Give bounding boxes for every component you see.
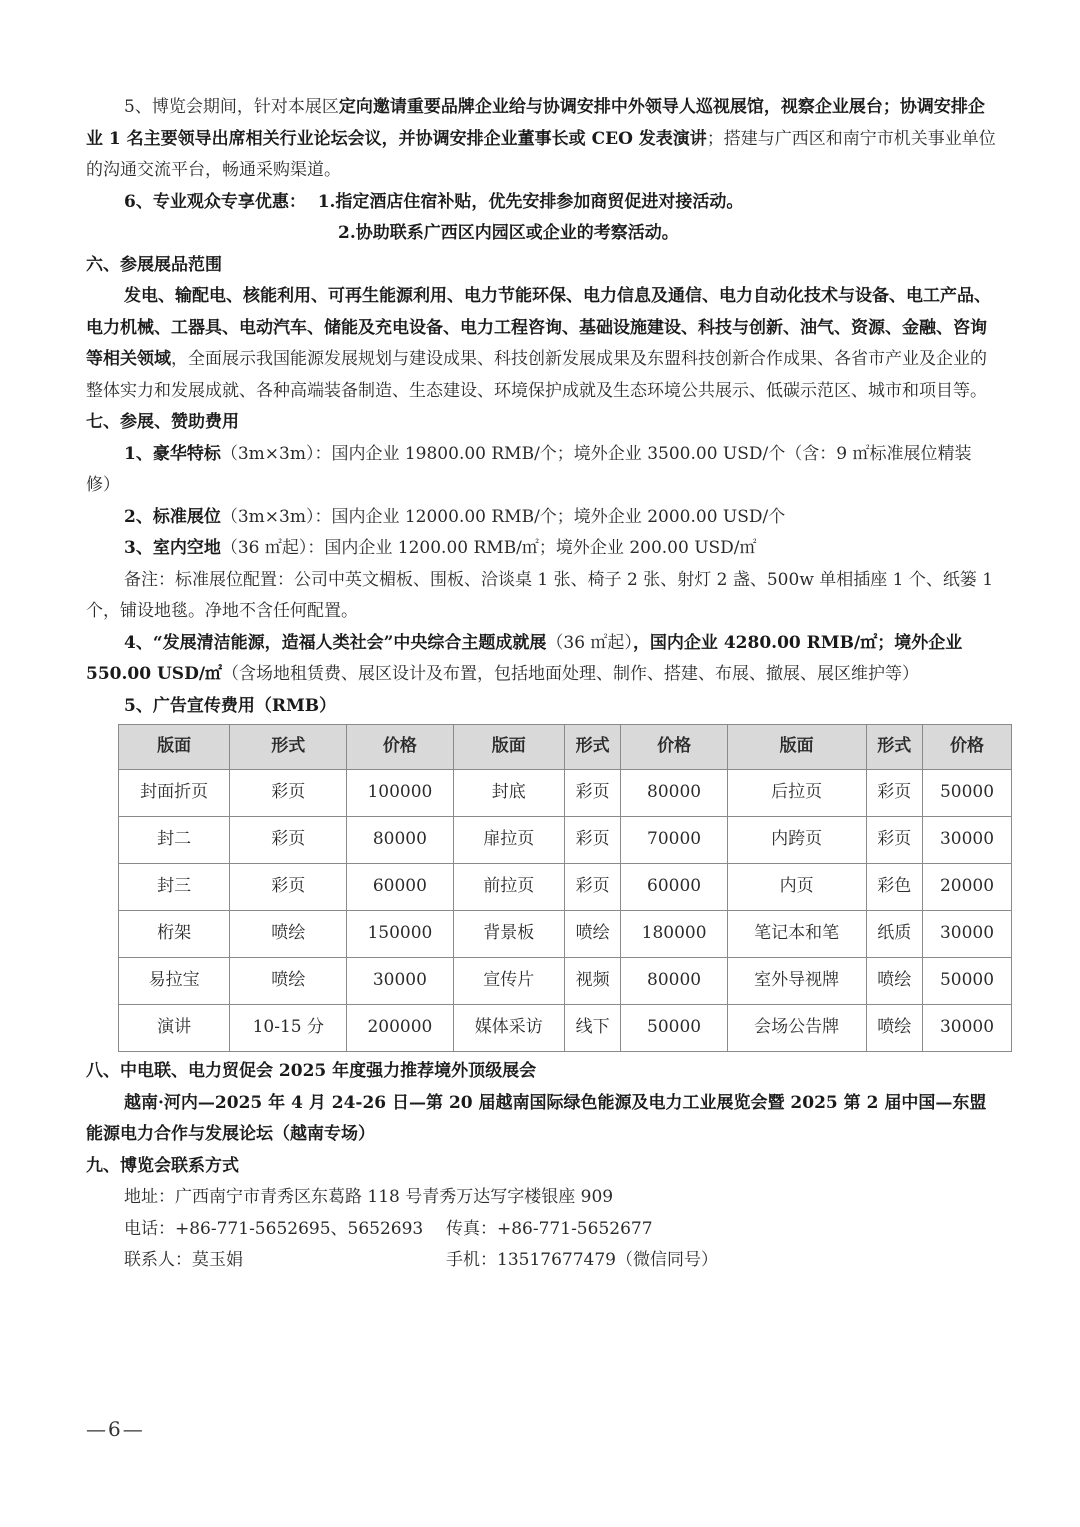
table-cell: 180000 xyxy=(621,911,727,958)
fee-4 xyxy=(86,628,996,691)
item-5-rest: ；搭建与广西区和南宁市机关事业单位的沟通交流平台，畅通采购渠道。 xyxy=(86,128,996,180)
table-cell: 彩页 xyxy=(866,770,922,817)
item-6-line2 xyxy=(86,218,996,250)
table-cell: 喷绘 xyxy=(866,958,922,1005)
table-row xyxy=(119,864,1012,911)
table-cell: 封三 xyxy=(119,864,230,911)
fee-3 xyxy=(86,533,996,565)
table-cell: 前拉页 xyxy=(453,864,564,911)
table-cell: 喷绘 xyxy=(230,911,347,958)
table-cell: 80000 xyxy=(621,958,727,1005)
table-cell: 内跨页 xyxy=(727,817,866,864)
fee-2-label: 2、标准展位 xyxy=(124,506,221,527)
table-cell: 60000 xyxy=(621,864,727,911)
table-cell: 笔记本和笔 xyxy=(727,911,866,958)
item-6-benefit-2: 2.协助联系广西区内园区或企业的考察活动。 xyxy=(338,223,679,243)
table-cell: 线下 xyxy=(564,1005,620,1052)
table-cell: 扉拉页 xyxy=(453,817,564,864)
table-cell: 70000 xyxy=(621,817,727,864)
section-8-text: 越南·河内—2025 年 4 月 24-26 日—第 20 届越南国际绿色能源及电力工业展览会暨 2025 第 2 届中国—东盟能源电力合作与发展论坛（越南专场） xyxy=(86,1092,987,1144)
table-cell: 50000 xyxy=(923,770,1012,817)
section-7-heading: 七、参展、赞助费用 xyxy=(86,412,239,432)
contact-phone: 电话：+86-771-5652695、5652693 xyxy=(124,1218,424,1239)
contact-fax: 传真：+86-771-5652677 xyxy=(446,1218,653,1239)
table-cell: 彩页 xyxy=(230,770,347,817)
table-cell: 80000 xyxy=(621,770,727,817)
fee-3-label: 3、室内空地 xyxy=(124,538,221,558)
table-cell: 50000 xyxy=(621,1005,727,1052)
fee-1 xyxy=(86,439,996,502)
fee-4-prices: ，国内企业 4280.00 RMB/㎡；境外企业 550.00 USD/㎡ xyxy=(86,632,963,684)
header-cell: 版面 xyxy=(119,725,230,770)
table-cell: 20000 xyxy=(923,864,1012,911)
table-cell: 彩页 xyxy=(230,817,347,864)
table-cell: 彩色 xyxy=(866,864,922,911)
table-cell: 封二 xyxy=(119,817,230,864)
section-8-heading: 八、中电联、电力贸促会 2025 年度强力推荐境外顶级展会 xyxy=(86,1061,537,1081)
fee-note: 备注：标准展位配置：公司中英文楣板、围板、洽谈桌 1 张、椅子 2 张、射灯 2 盏、500w 单相插座 1 个、纸篓 1 个，铺设地毯。净地不含任何配置。 xyxy=(86,569,994,621)
document-body xyxy=(86,92,996,1277)
header-cell: 形式 xyxy=(564,725,620,770)
section-6-heading: 六、参展展品范围 xyxy=(86,254,222,275)
table-cell: 10-15 分 xyxy=(230,1005,347,1052)
table-cell: 封面折页 xyxy=(119,770,230,817)
fee-1-detail: （3m×3m）：国内企业 19800.00 RMB/个；境外企业 3500.00 USD/个（含：9 ㎡标准展位精装修） xyxy=(86,443,972,495)
contact-person: 联系人：莫玉娟 xyxy=(124,1250,243,1270)
table-cell: 喷绘 xyxy=(564,911,620,958)
fee-1-label: 1、豪华特标 xyxy=(124,443,221,464)
section-6-bold: 发电、输配电、核能利用、可再生能源利用、电力节能环保、电力信息及通信、电力自动化技术与设备、电工产品、电力机械、工器具、电动汽车、储能及充电设备、电力工程咨询、基础设施建设、科技与创新、油气、资源、金融、咨询等相关领域 xyxy=(86,286,991,369)
item-6-benefit-1: 1.指定酒店住宿补贴，优先安排参加商贸促进对接活动。 xyxy=(317,191,744,212)
item-5-lead: 5、博览会期间，针对本展区 xyxy=(124,97,339,117)
header-cell: 形式 xyxy=(866,725,922,770)
table-cell: 视频 xyxy=(564,958,620,1005)
header-cell: 价格 xyxy=(621,725,727,770)
table-cell: 纸质 xyxy=(866,911,922,958)
table-cell: 30000 xyxy=(923,911,1012,958)
table-cell: 室外导视牌 xyxy=(727,958,866,1005)
table-cell: 背景板 xyxy=(453,911,564,958)
header-cell: 形式 xyxy=(230,725,347,770)
table-row xyxy=(119,1005,1012,1052)
section-6-rest: ，全面展示我国能源发展规划与建设成果、科技创新发展成果及东盟科技创新合作成果、各省市产业及企业的整体实力和发展成就、各种高端装备制造、生态建设、环境保护成就及生态环境公共展示、低碳示范区、城市和项目等。 xyxy=(86,349,987,401)
table-cell: 媒体采访 xyxy=(453,1005,564,1052)
table-cell: 150000 xyxy=(347,911,453,958)
contact-block xyxy=(86,1182,996,1277)
table-cell: 后拉页 xyxy=(727,770,866,817)
table-cell: 彩页 xyxy=(564,864,620,911)
table-cell: 80000 xyxy=(347,817,453,864)
section-9-heading: 九、博览会联系方式 xyxy=(86,1155,239,1176)
table-cell: 彩页 xyxy=(564,770,620,817)
header-cell: 价格 xyxy=(923,725,1012,770)
header-cell: 版面 xyxy=(453,725,564,770)
table-cell: 封底 xyxy=(453,770,564,817)
item-5-bold: 定向邀请重要品牌企业给与协调安排中外领导人巡视展馆，视察企业展台；协调安排企业 1 名主要领导出席相关行业论坛会议，并协调安排企业董事长或 CEO 发表演讲 xyxy=(86,97,985,149)
page-number: —6— xyxy=(86,1417,145,1441)
section-6-paragraph xyxy=(86,281,996,407)
table-cell: 30000 xyxy=(923,817,1012,864)
table-cell: 30000 xyxy=(923,1005,1012,1052)
fee-2-detail: （3m×3m）：国内企业 12000.00 RMB/个；境外企业 2000.00 USD/个 xyxy=(220,506,786,527)
table-cell: 30000 xyxy=(347,958,453,1005)
fee-5-label: 5、广告宣传费用（RMB） xyxy=(124,695,337,716)
table-cell: 喷绘 xyxy=(866,1005,922,1052)
table-cell: 60000 xyxy=(347,864,453,911)
item-6-line1 xyxy=(86,187,996,219)
header-cell: 价格 xyxy=(347,725,453,770)
header-cell: 版面 xyxy=(727,725,866,770)
fee-3-detail: （36 ㎡起）：国内企业 1200.00 RMB/㎡；境外企业 200.00 USD/㎡ xyxy=(220,538,757,558)
table-cell: 彩页 xyxy=(866,817,922,864)
table-cell: 易拉宝 xyxy=(119,958,230,1005)
table-cell: 彩页 xyxy=(230,864,347,911)
table-row xyxy=(119,911,1012,958)
table-cell: 喷绘 xyxy=(230,958,347,1005)
table-cell: 100000 xyxy=(347,770,453,817)
contact-address: 地址：广西南宁市青秀区东葛路 118 号青秀万达写字楼银座 909 xyxy=(124,1187,614,1207)
contact-mobile: 手机：13517677479（微信同号） xyxy=(446,1250,718,1270)
table-cell: 宣传片 xyxy=(453,958,564,1005)
table-cell: 桁架 xyxy=(119,911,230,958)
table-cell: 演讲 xyxy=(119,1005,230,1052)
fee-4-label: 4、“发展清洁能源，造福人类社会”中央综合主题成就展 xyxy=(124,632,547,653)
fee-4-size: （36 ㎡起） xyxy=(546,632,633,653)
item-5-paragraph xyxy=(86,92,996,187)
table-cell: 200000 xyxy=(347,1005,453,1052)
table-cell: 彩页 xyxy=(564,817,620,864)
fee-2 xyxy=(86,502,996,534)
item-6-lead: 6、专业观众专享优惠： xyxy=(124,191,306,212)
table-header-row xyxy=(119,725,1012,770)
table-cell: 会场公告牌 xyxy=(727,1005,866,1052)
advertising-fee-table xyxy=(118,724,1012,1052)
table-cell: 50000 xyxy=(923,958,1012,1005)
table-row xyxy=(119,817,1012,864)
table-cell: 内页 xyxy=(727,864,866,911)
fee-4-detail: （含场地租赁费、展区设计及布置，包括地面处理、制作、搭建、布展、撤展、展区维护等） xyxy=(222,664,920,684)
table-row xyxy=(119,958,1012,1005)
table-row xyxy=(119,770,1012,817)
